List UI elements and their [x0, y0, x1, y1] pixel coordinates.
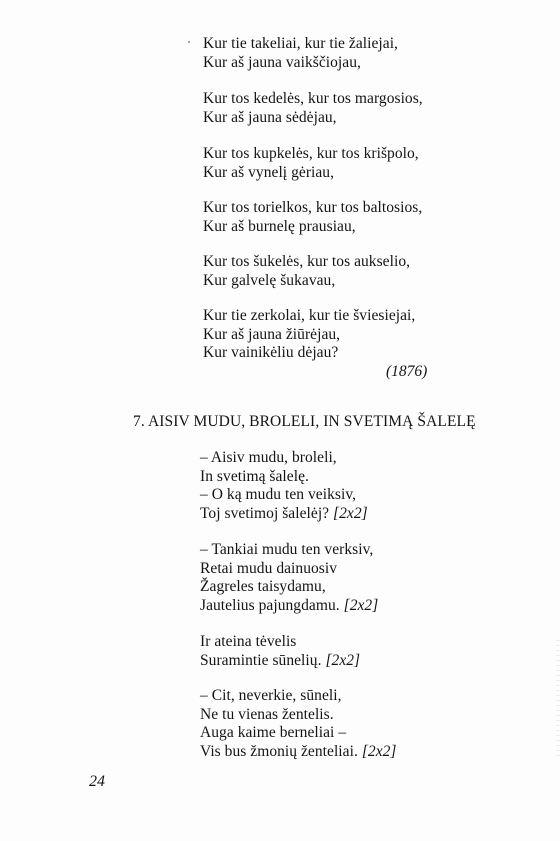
print-speck [188, 41, 190, 43]
song-line: Žagreles taisydamu, [200, 578, 326, 595]
song-line: – Tankiai mudu ten verksiv, [200, 541, 374, 558]
poem-line: Kur aš jauna vaikščiojau, [203, 53, 361, 71]
song-line [200, 505, 368, 524]
song-line: – Cit, neverkie, sūneli, [200, 687, 342, 704]
poem-stanza-1 [203, 35, 398, 72]
song-stanza-2 [200, 541, 378, 615]
poem-line: Kur tos kupkelės, kur tos krišpolo, [203, 145, 419, 162]
song-line: – Aisiv mudu, broleli, [200, 449, 337, 466]
song-line [200, 597, 378, 616]
poem-line: Kur vainikėliu dėjau? [203, 344, 339, 361]
poem-line: Kur aš jauna žiūrėjau, [203, 325, 341, 343]
song-line: – O ką mudu ten veiksiv, [200, 486, 357, 503]
poem-line: Kur aš burnelę prausiau, [203, 217, 356, 235]
song-line: Retai mudu dainuosiv [200, 559, 338, 577]
song-line-text: Jautelius pajungdamu. [200, 596, 340, 614]
song-line [200, 652, 360, 671]
poem-line: Kur aš jauna sėdėjau, [203, 108, 337, 126]
poem-stanza-6 [203, 307, 415, 363]
poem-line: Kur tie zerkolai, kur tie šviesiejai, [203, 307, 416, 324]
poem-stanza-3 [203, 145, 419, 182]
song-line-text: Toj svetimoj šalelėj? [200, 504, 330, 522]
poem-date: (1876) [386, 363, 428, 380]
song-line-text: Suramintie sūnelių. [200, 651, 322, 669]
song-heading: 7. AISIV MUDU, BROLELI, IN SVETIMĄ ŠALELĘ [133, 413, 476, 430]
song-line: Ne tu vienas žentelis. [200, 705, 334, 723]
poem-line: Kur tos kedelės, kur tos margosios, [203, 90, 423, 107]
song-stanza-1 [200, 449, 368, 523]
song-line-text: Vis bus žmonių ženteliai. [200, 742, 358, 760]
song-stanza-4 [200, 687, 397, 761]
repeat-mark: [2x2] [343, 596, 379, 614]
song-line [200, 743, 397, 762]
poem-stanza-4 [203, 199, 422, 236]
repeat-mark: [2x2] [333, 504, 368, 522]
repeat-mark: [2x2] [361, 742, 397, 760]
song-line: Ir ateina tėvelis [200, 633, 297, 650]
poem-line: Kur tie takeliai, kur tie žaliejai, [203, 35, 398, 52]
poem-line: Kur aš vynelį gėriau, [203, 163, 335, 181]
poem-line: Kur galvelę šukavau, [203, 271, 336, 289]
song-stanza-3 [200, 633, 360, 670]
page-number: 24 [89, 773, 105, 790]
repeat-mark: [2x2] [325, 651, 361, 669]
poem-line: Kur tos torielkos, kur tos baltosios, [203, 199, 423, 216]
poem-stanza-5 [203, 253, 410, 290]
poem-line: Kur tos šukelės, kur tos aukselio, [203, 253, 411, 270]
scan-edge-artifact [556, 640, 560, 760]
song-line: In svetimą šalelę. [200, 467, 309, 485]
poem-stanza-2 [203, 90, 423, 127]
song-line: Auga kaime berneliai – [200, 724, 347, 741]
